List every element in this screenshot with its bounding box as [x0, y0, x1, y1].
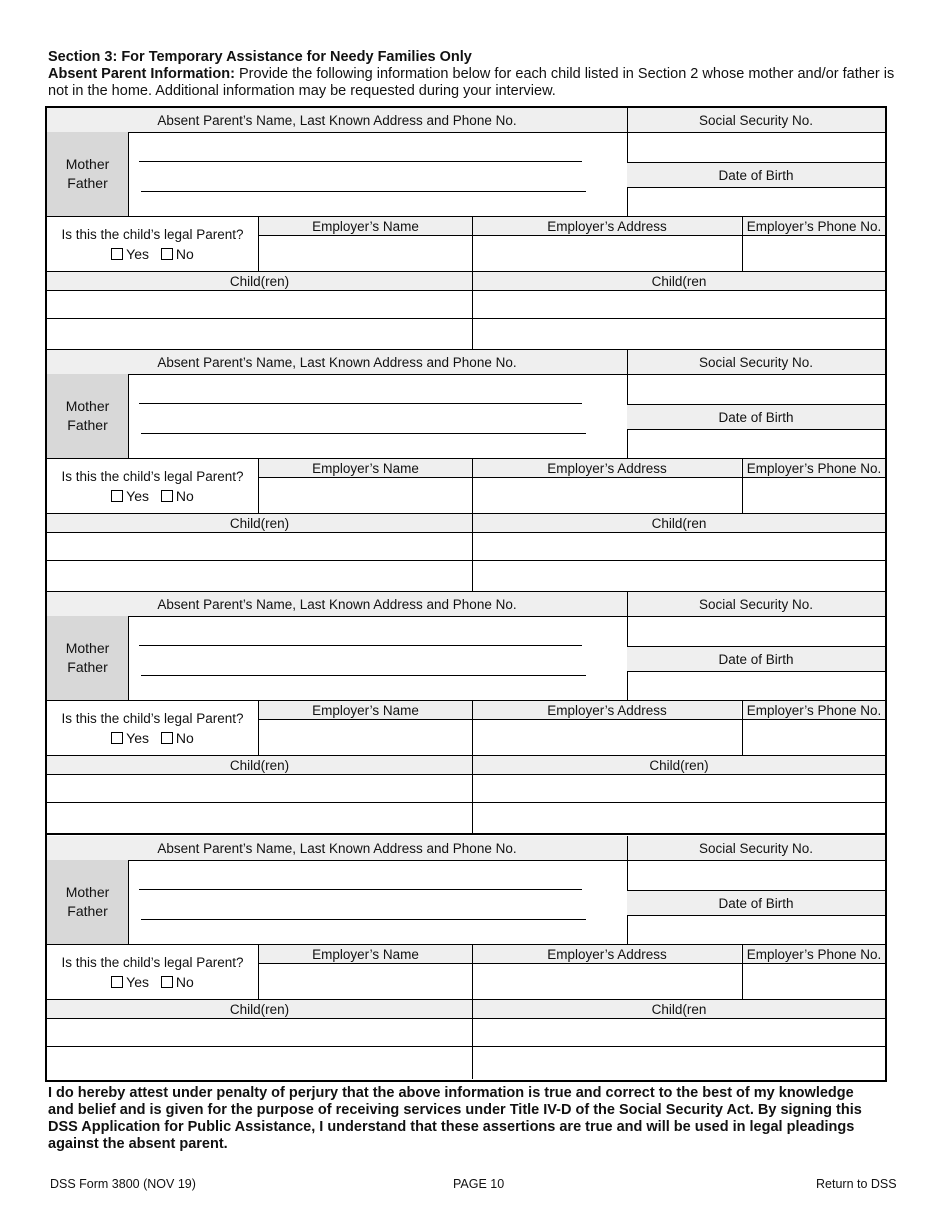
yes-label: Yes: [126, 729, 150, 746]
form-id: DSS Form 3800 (NOV 19): [50, 1177, 196, 1191]
employer-address-field[interactable]: [473, 478, 742, 513]
employer-address-header: Employer’s Address: [473, 459, 741, 477]
ssn-field[interactable]: [627, 132, 885, 162]
yes-label: Yes: [126, 973, 150, 990]
checkbox-icon[interactable]: [111, 248, 123, 260]
checkbox-icon[interactable]: [111, 732, 123, 744]
mother-father-label: [47, 616, 128, 700]
child-field[interactable]: [47, 319, 472, 349]
absent-parent-name-line[interactable]: [139, 889, 582, 890]
absent-parent-block: [47, 108, 885, 351]
child-field[interactable]: [473, 775, 885, 802]
employer-address-field[interactable]: [473, 236, 742, 271]
absent-parent-block: [47, 592, 885, 835]
checkbox-icon[interactable]: [161, 976, 173, 988]
employer-phone-field[interactable]: [743, 964, 885, 999]
father-label: Father: [67, 659, 108, 675]
legal-parent-question: [47, 217, 258, 271]
page-number: PAGE 10: [453, 1177, 505, 1191]
child-field[interactable]: [473, 561, 885, 591]
absent-parent-name-header: Absent Parent’s Name, Last Known Address and Phone No.: [47, 350, 627, 374]
checkbox-icon[interactable]: [111, 490, 123, 502]
legal-parent-question: [47, 701, 258, 755]
dob-header: Date of Birth: [627, 891, 885, 915]
employer-phone-field[interactable]: [743, 478, 885, 513]
child-field[interactable]: [473, 291, 885, 318]
mother-label: Mother: [65, 398, 110, 414]
child-field[interactable]: [47, 1047, 472, 1077]
ssn-field[interactable]: [627, 616, 885, 646]
employer-name-header: Employer’s Name: [259, 217, 472, 235]
attestation-statement: I do hereby attest under penalty of perjury that the above information is true and correct to the best of my knowledge and belief and is given for the purpose of receiving services under Title IV-D of the Social Security Act. By signing this DSS Application for Public Assistance, I understand that these assertions are true and will be used in legal pleadings against the absent parent.: [48, 1085, 862, 1152]
mother-father-label: [47, 374, 128, 458]
ssn-header: Social Security No.: [627, 108, 885, 132]
child-field[interactable]: [473, 803, 885, 833]
legal-parent-question: [47, 459, 258, 513]
employer-name-field[interactable]: [259, 964, 472, 999]
no-label: No: [175, 245, 194, 262]
employer-name-header: Employer’s Name: [259, 701, 472, 719]
mother-father-label: [47, 132, 128, 216]
child-field[interactable]: [47, 291, 472, 318]
children-left-header: Child(ren): [47, 272, 472, 290]
absent-parent-name-line[interactable]: [139, 403, 582, 404]
return-to: Return to DSS: [816, 1177, 897, 1191]
absent-parent-name-header: Absent Parent’s Name, Last Known Address and Phone No.: [47, 592, 627, 616]
employer-name-header: Employer’s Name: [259, 459, 472, 477]
child-field[interactable]: [473, 319, 885, 349]
children-left-header: Child(ren): [47, 1000, 472, 1018]
employer-phone-header: Employer’s Phone No.: [743, 217, 885, 235]
dob-field[interactable]: [627, 672, 885, 700]
yes-label: Yes: [126, 487, 150, 504]
ssn-header: Social Security No.: [627, 592, 885, 616]
ssn-field[interactable]: [627, 374, 885, 404]
child-field[interactable]: [473, 1047, 885, 1077]
no-label: No: [175, 973, 194, 990]
children-right-header: Child(ren: [473, 514, 885, 532]
employer-phone-field[interactable]: [743, 236, 885, 271]
father-label: Father: [67, 903, 108, 919]
section-title: Section 3: For Temporary Assistance for Needy Families Only: [48, 49, 472, 65]
dob-field[interactable]: [627, 916, 885, 944]
child-field[interactable]: [473, 1019, 885, 1046]
dob-header: Date of Birth: [627, 163, 885, 187]
employer-address-header: Employer’s Address: [473, 701, 741, 719]
employer-phone-header: Employer’s Phone No.: [743, 945, 885, 963]
employer-phone-field[interactable]: [743, 720, 885, 755]
children-right-header: Child(ren): [473, 756, 885, 774]
employer-name-header: Employer’s Name: [259, 945, 472, 963]
legal-parent-yes-option[interactable]: [111, 246, 149, 262]
employer-phone-header: Employer’s Phone No.: [743, 701, 885, 719]
absent-parent-block: [47, 836, 885, 1079]
child-field[interactable]: [473, 533, 885, 560]
no-label: No: [175, 487, 194, 504]
employer-phone-header: Employer’s Phone No.: [743, 459, 885, 477]
dob-field[interactable]: [627, 430, 885, 458]
legal-parent-yes-option[interactable]: [111, 730, 149, 746]
children-right-header: Child(ren: [473, 272, 885, 290]
ssn-header: Social Security No.: [627, 836, 885, 860]
child-field[interactable]: [47, 803, 472, 833]
mother-label: Mother: [65, 156, 110, 172]
employer-address-header: Employer’s Address: [473, 945, 741, 963]
absent-parent-address-line[interactable]: [141, 433, 586, 434]
absent-parent-label: Absent Parent Information:: [48, 66, 235, 82]
child-field[interactable]: [47, 775, 472, 802]
absent-parent-address-line[interactable]: [141, 919, 586, 920]
checkbox-icon[interactable]: [161, 248, 173, 260]
father-label: Father: [67, 417, 108, 433]
child-field[interactable]: [47, 1019, 472, 1046]
legal-parent-no-option[interactable]: [161, 730, 194, 746]
dob-field[interactable]: [627, 188, 885, 216]
mother-father-label: [47, 860, 128, 944]
legal-parent-yes-option[interactable]: [111, 488, 149, 504]
child-field[interactable]: [47, 561, 472, 591]
absent-parent-address-line[interactable]: [141, 191, 586, 192]
absent-parent-name-line[interactable]: [139, 645, 582, 646]
checkbox-icon[interactable]: [161, 732, 173, 744]
legal-parent-yes-option[interactable]: [111, 974, 149, 990]
absent-parent-name-header: Absent Parent’s Name, Last Known Address and Phone No.: [47, 108, 627, 132]
children-left-header: Child(ren): [47, 514, 472, 532]
employer-address-field[interactable]: [473, 964, 742, 999]
employer-name-field[interactable]: [259, 720, 472, 755]
no-label: No: [175, 729, 194, 746]
instructions-text: Provide the following information below for each child listed in Section 2 whose mother and/or father is not in the home. Additional information may be requested during your interview.: [48, 66, 895, 99]
absent-parent-form: [45, 106, 887, 1082]
employer-address-header: Employer’s Address: [473, 217, 741, 235]
employer-name-field[interactable]: [259, 236, 472, 271]
legal-parent-no-option[interactable]: [161, 488, 194, 504]
absent-parent-name-line[interactable]: [139, 161, 582, 162]
checkbox-icon[interactable]: [161, 490, 173, 502]
dob-header: Date of Birth: [627, 647, 885, 671]
legal-parent-question-text: Is this the child’s legal Parent?: [61, 468, 244, 484]
father-label: Father: [67, 175, 108, 191]
instructions: [48, 66, 908, 100]
legal-parent-question-text: Is this the child’s legal Parent?: [61, 226, 244, 242]
employer-address-field[interactable]: [473, 720, 742, 755]
legal-parent-question-text: Is this the child’s legal Parent?: [61, 954, 244, 970]
legal-parent-question: [47, 945, 258, 999]
legal-parent-no-option[interactable]: [161, 974, 194, 990]
employer-name-field[interactable]: [259, 478, 472, 513]
ssn-field[interactable]: [627, 860, 885, 890]
absent-parent-address-line[interactable]: [141, 675, 586, 676]
absent-parent-name-header: Absent Parent’s Name, Last Known Address and Phone No.: [47, 836, 627, 860]
mother-label: Mother: [65, 884, 110, 900]
legal-parent-no-option[interactable]: [161, 246, 194, 262]
legal-parent-question-text: Is this the child’s legal Parent?: [61, 710, 244, 726]
mother-label: Mother: [65, 640, 110, 656]
children-right-header: Child(ren: [473, 1000, 885, 1018]
ssn-header: Social Security No.: [627, 350, 885, 374]
checkbox-icon[interactable]: [111, 976, 123, 988]
yes-label: Yes: [126, 245, 150, 262]
child-field[interactable]: [47, 533, 472, 560]
absent-parent-block: [47, 350, 885, 593]
children-left-header: Child(ren): [47, 756, 472, 774]
dob-header: Date of Birth: [627, 405, 885, 429]
section-header: [48, 49, 908, 100]
